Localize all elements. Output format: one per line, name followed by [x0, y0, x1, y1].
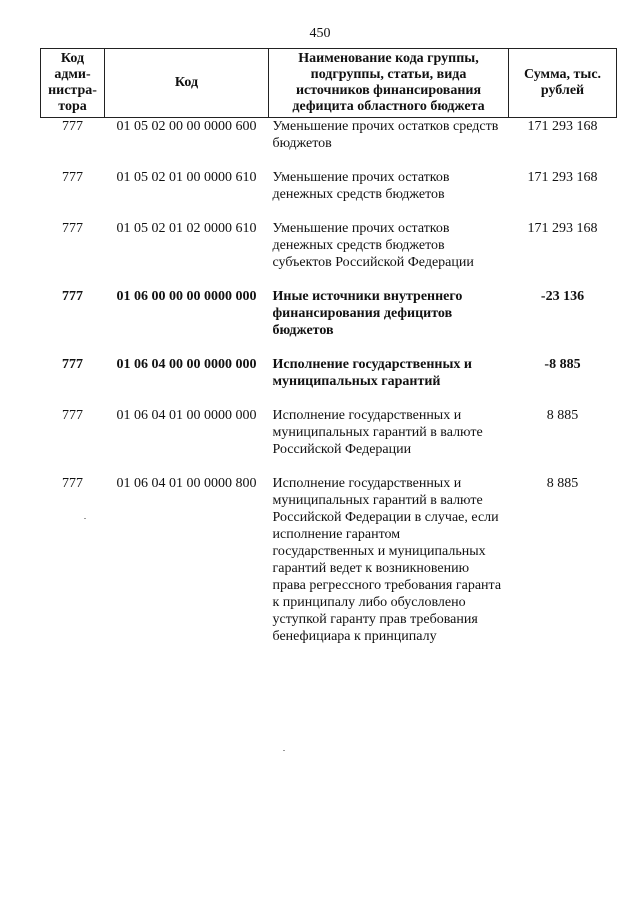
admin-code-cell: 777 [62, 476, 83, 491]
table-row [41, 118, 617, 170]
table-row [41, 288, 617, 356]
admin-code-cell: 777 [62, 119, 83, 134]
code-cell: 01 06 00 00 00 0000 000 [116, 289, 257, 304]
code-cell: 01 06 04 00 00 0000 000 [116, 357, 257, 372]
page-number: 450 [309, 26, 331, 41]
sum-cell: 8 885 [546, 408, 579, 423]
name-cell: Уменьшение прочих остатков денежных средств бюджетов субъектов Российской Федерации [272, 221, 474, 270]
admin-code-cell: 777 [62, 357, 83, 372]
name-cell: Исполнение государственных и муниципальных гарантий [272, 357, 472, 389]
scan-speck [84, 518, 86, 519]
table-row [41, 407, 617, 475]
header-code: Код [105, 49, 269, 118]
name-cell: Исполнение государственных и муниципальных гарантий в валюте Российской Федерации в случае, если исполнение гарантом государственных и муниципальных гарантий ведет к возникновению права регрессного требования гаранта к принципалу либо обусловлено уступкой гаранту прав требования бенефициара к принципалу [272, 476, 502, 644]
table-row [41, 356, 617, 407]
name-cell: Иные источники внутреннего финансирования дефицитов бюджетов [272, 289, 463, 338]
code-cell: 01 06 04 01 00 0000 000 [116, 408, 257, 423]
sum-cell: 171 293 168 [527, 119, 598, 134]
table-row [41, 475, 617, 662]
scan-speck [283, 750, 285, 751]
name-cell: Уменьшение прочих остатков денежных средств бюджетов [272, 170, 450, 202]
name-cell: Исполнение государственных и муниципальных гарантий в валюте Российской Федерации [272, 408, 483, 457]
code-cell: 01 05 02 00 00 0000 600 [116, 119, 257, 134]
name-cell: Уменьшение прочих остатков средств бюджетов [272, 119, 499, 151]
sum-cell: 8 885 [546, 476, 579, 491]
admin-code-cell: 777 [62, 289, 83, 304]
code-cell: 01 05 02 01 02 0000 610 [116, 221, 257, 236]
header-name: Наименование кода группы, подгруппы, статьи, вида источников финансирования дефицита областного бюджета [269, 49, 509, 118]
sum-cell: -23 136 [540, 289, 585, 304]
admin-code-cell: 777 [62, 170, 83, 185]
header-sum: Сумма, тыс. рублей [509, 49, 617, 118]
table-row [41, 220, 617, 288]
code-cell: 01 06 04 01 00 0000 800 [116, 476, 257, 491]
budget-sources-table [40, 48, 617, 662]
sum-cell: 171 293 168 [527, 170, 598, 185]
table-row [41, 169, 617, 220]
sum-cell: -8 885 [544, 357, 581, 372]
header-admin-code: Код адми-нистра-тора [41, 49, 105, 118]
admin-code-cell: 777 [62, 221, 83, 236]
admin-code-cell: 777 [62, 408, 83, 423]
sum-cell: 171 293 168 [527, 221, 598, 236]
code-cell: 01 05 02 01 00 0000 610 [116, 170, 257, 185]
table-header-row [41, 49, 617, 118]
